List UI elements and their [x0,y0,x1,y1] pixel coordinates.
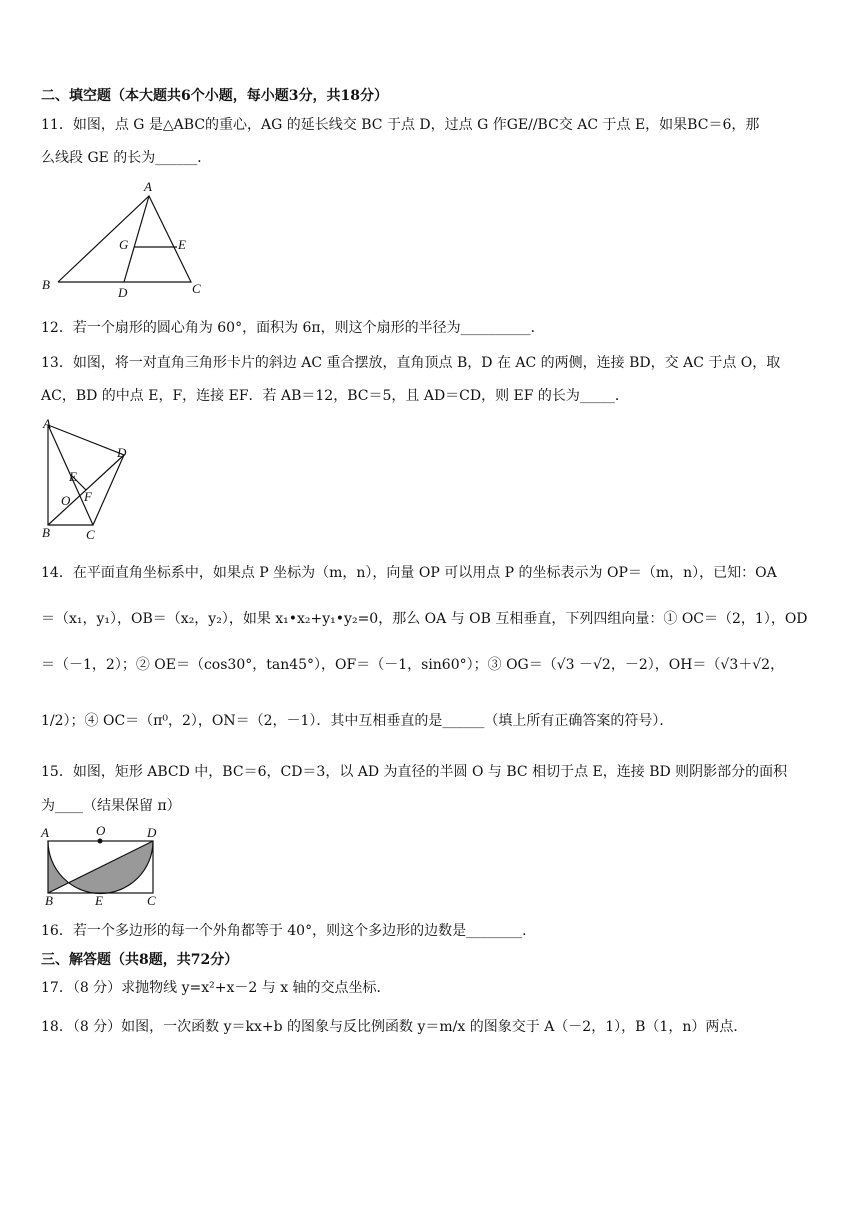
label-C: C [86,527,95,542]
question-14-line4: 1/2）；④ OC＝（π⁰，2），ON＝（2，－1）．其中互相垂直的是______（填上所有正确答案的符号）． [41,713,674,729]
section-heading-fill: 二、填空题（本大题共6个小题，每小题3分，共18分） [41,88,388,104]
question-15-line2: 为____（结果保留 π） [41,798,181,814]
label-B: B [42,525,50,540]
question-14-line2: ＝（x₁，y₁），OB＝（x₂，y₂），如果 x₁•x₂+y₁•y₂=0，那么 OA 与 OB 互相垂直，下列四组向量：① OC＝（2，1），OD [41,611,808,627]
question-15-line1: 15．如图，矩形 ABCD 中，BC＝6，CD＝3，以 AD 为直径的半圆 O 与 BC 相切于点 E，连接 BD 则阴影部分的面积 [41,764,788,780]
label-D: D [117,445,127,460]
question-17: 17．（8 分）求抛物线 y=x²+x－2 与 x 轴的交点坐标． [41,980,391,996]
label-C: C [147,893,156,906]
label-F: F [84,489,92,504]
question-16: 16．若一个多边形的每一个外角都等于 40°，则这个多边形的边数是________． [41,923,537,939]
question-11-line1: 11．如图，点 G 是△ABC的重心，AG 的延长线交 BC 于点 D，过点 G 作GE//BC交 AC 于点 E，如果BC＝6，那 [41,117,760,133]
question-14-line3: ＝（－1，2）；② OE＝（cos30°，tan45°），OF＝（－1，sin60°）；③ OG＝（√3 －√2，－2），OH＝（√3＋√2， [41,657,785,673]
label-D: D [147,826,157,840]
figure-q13-quadrilateral [37,415,137,543]
label-C: C [192,281,201,296]
question-14-line1: 14．在平面直角坐标系中，如果点 P 坐标为（m，n），向量 OP 可以用点 P 的坐标表示为 OP＝（m，n），已知：OA [41,565,777,581]
label-A: A [43,416,51,431]
section-heading-answer: 三、解答题（共8题，共72分） [41,952,239,968]
label-E: E [69,469,77,484]
question-18: 18．（8 分）如图，一次函数 y＝kx+b 的图象与反比例函数 y＝m/x 的图象交于 A（－2，1），B（1，n）两点． [41,1019,748,1035]
label-O: O [61,493,71,508]
label-D: D [118,285,128,300]
question-12: 12．若一个扇形的圆心角为 60°，面积为 6π，则这个扇形的半径为__________． [41,320,545,336]
label-A: A [144,179,152,194]
question-11-line2: 么线段 GE 的长为______． [41,150,212,166]
figure-q11-triangle [38,178,208,302]
question-13-line1: 13．如图，将一对直角三角形卡片的斜边 AC 重合摆放，直角顶点 B，D 在 AC 的两侧，连接 BD，交 AC 于点 O，取 [41,355,781,371]
label-O: O [96,826,106,838]
label-G: G [119,237,129,252]
figure-q15-rectangle [38,826,163,906]
label-A: A [41,826,49,840]
label-B: B [45,893,53,906]
label-E: E [178,237,186,252]
question-13-line2: AC，BD 的中点 E，F，连接 EF．若 AB＝12，BC＝5，且 AD＝CD，则 EF 的长为_____． [41,388,629,404]
label-B: B [42,277,50,292]
label-E: E [95,893,103,906]
